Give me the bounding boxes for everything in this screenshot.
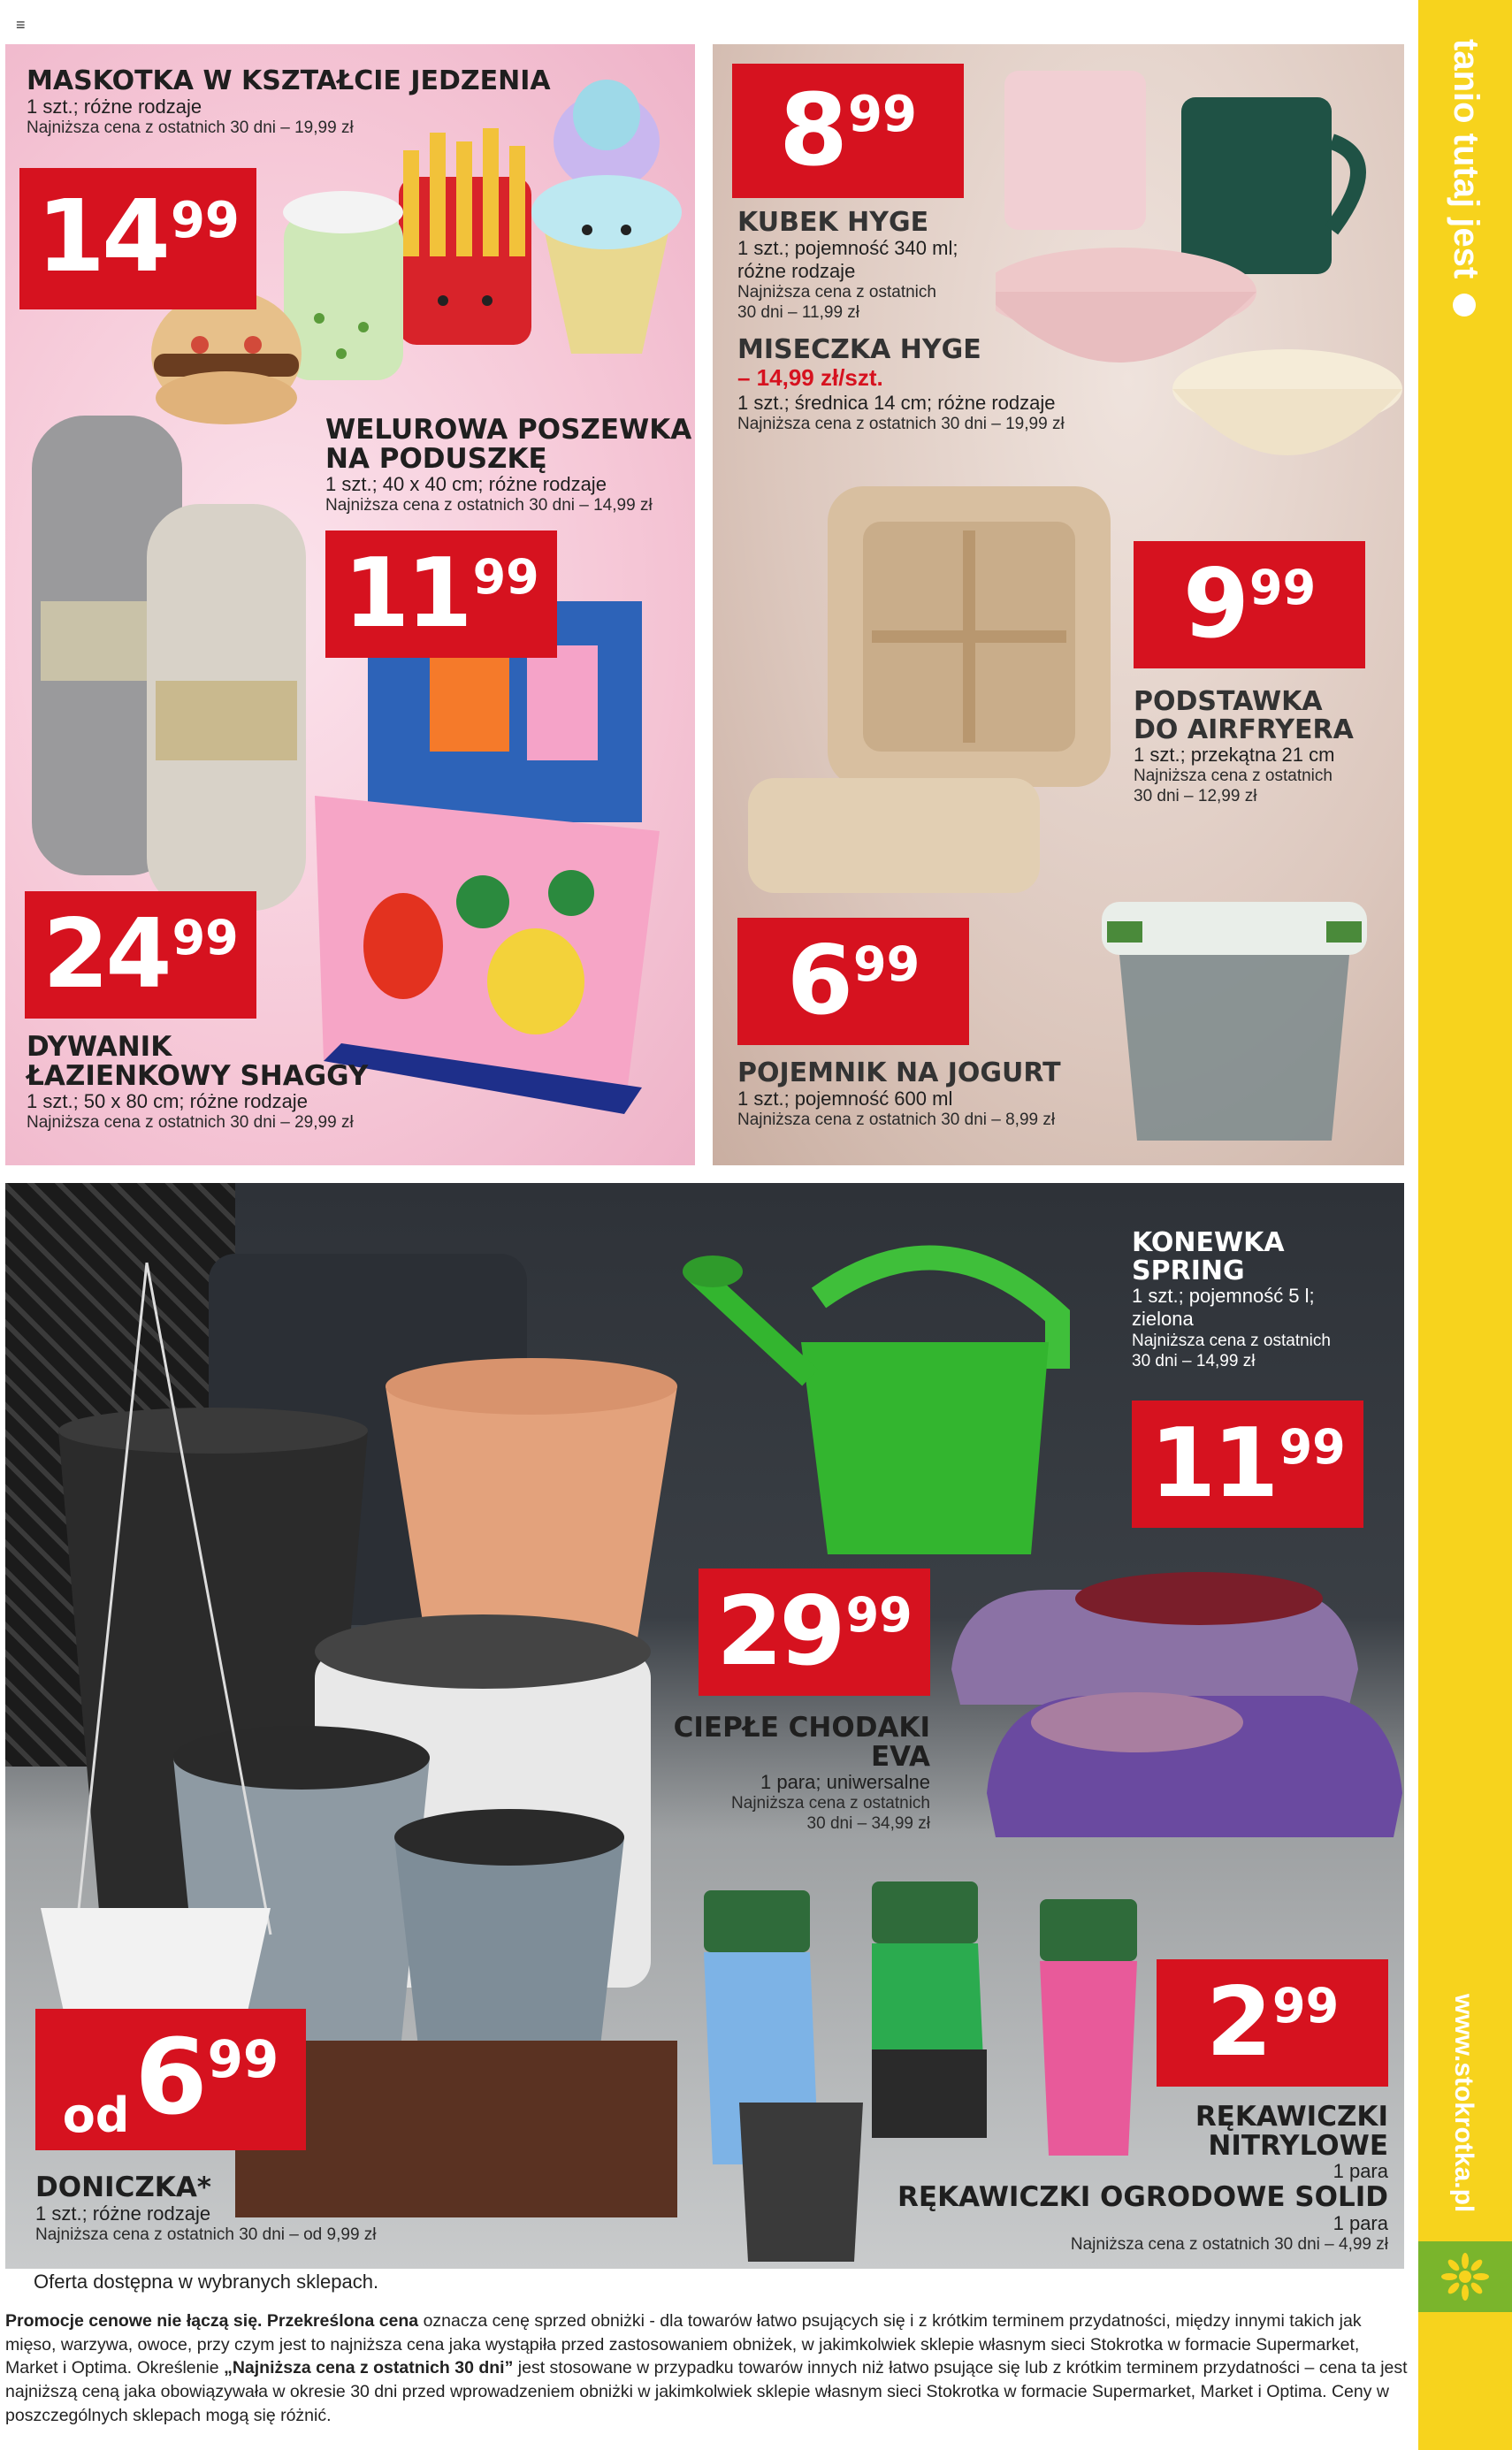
kubek-lowest-2: 30 dni – 11,99 zł (737, 303, 860, 323)
podstawka-desc: 1 szt.; przekątna 21 cm (1134, 744, 1335, 766)
maskotka-lowest-price: Najniższa cena z ostatnich 30 dni – 19,99 zł (27, 118, 354, 137)
maskotka-price-tag (19, 168, 256, 309)
rekawiczki-title-1: RĘKAWICZKI (1195, 2101, 1388, 2133)
poszewka-desc: 1 szt.; 40 x 40 cm; różne rodzaje (325, 473, 607, 496)
price-decimal: 99 (848, 86, 917, 143)
price-decimal: 99 (1249, 560, 1317, 615)
konewka-desc-1: 1 szt.; pojemność 5 l; (1132, 1285, 1315, 1307)
flower-icon (1418, 2241, 1512, 2312)
price-integer: 6 (134, 2016, 204, 2138)
rekawiczki-title-2: NITRYLOWE (1208, 2129, 1388, 2162)
price-decimal: 99 (845, 1587, 913, 1643)
price-prefix: od (62, 2087, 130, 2143)
miseczka-lowest-price: Najniższa cena z ostatnich 30 dni – 19,99 zł (737, 414, 1065, 433)
dywanik-title-2: ŁAZIENKOWY SHAGGY (27, 1059, 369, 1092)
miseczka-price: – 14,99 zł/szt. (737, 363, 883, 391)
miseczka-title: MISECZKA HYGE (737, 334, 981, 365)
doniczka-lowest-price: Najniższa cena z ostatnich 30 dni – od 9,99 zł (35, 2225, 377, 2244)
podstawka-title-1: PODSTAWKA (1134, 686, 1323, 717)
footer-text-2: jest stosowane w przypadku towarów innych niż łatwo psujące się lub z krótkim terminem przydatności – cena ta jest najniższą ceną jaka obowiązywała w okresie 30 dni przed wprowadzeniem obniżki w jakimkolwiek sklepie własnym sieci Stokrotka w formacie Supermarket, Market i Optima. Ceny w poszczególnych sklepach mogą się różnić. (5, 2358, 1408, 2425)
podstawka-price-tag (1134, 541, 1365, 668)
price-decimal: 99 (1279, 1419, 1346, 1475)
footer-bold-1: Promocje cenowe nie łączą się. (5, 2311, 263, 2331)
chodaki-title-2: EVA (870, 1740, 930, 1773)
panel-kitchen (713, 44, 1404, 1165)
price-integer: 14 (36, 179, 167, 294)
poszewka-lowest-price: Najniższa cena z ostatnich 30 dni – 14,99 zł (325, 496, 653, 515)
legal-footer (5, 2309, 1411, 2428)
price-decimal: 99 (1272, 1978, 1340, 2034)
konewka-lowest-1: Najniższa cena z ostatnich (1132, 1331, 1331, 1350)
podstawka-lowest-2: 30 dni – 12,99 zł (1134, 787, 1257, 806)
footer-bold-2: Przekreślona cena (266, 2311, 419, 2331)
poszewka-price-tag (325, 530, 557, 658)
rekawiczki-title-3: RĘKAWICZKI OGRODOWE SOLID (897, 2181, 1388, 2214)
chodaki-title-1: CIEPŁE CHODAKI (673, 1712, 930, 1744)
price-integer: 9 (1182, 549, 1246, 660)
panel-garden (5, 1183, 1404, 2269)
panel-home-textiles (5, 44, 695, 1165)
availability-note: Oferta dostępna w wybranych sklepach. (34, 2271, 379, 2293)
footer-text-1: oznacza cenę sprzed obniżki - dla towarów łatwo psujących się i z krótkim terminem przydatności, między innymi takich jak mięso, warzywa, owoce, przy czym jest to najniższa cena jaka wystąpiła przed zastosowaniem obniżek, w jakimkolwiek sklepie własnym sieci Stokrotka w formacie Supermarket, Market i Optima. Określenie (5, 2311, 1362, 2378)
chodaki-lowest-2: 30 dni – 34,99 zł (806, 1814, 930, 1834)
konewka-price-tag (1132, 1401, 1363, 1528)
sidebar-slogan: tanio tutaj jest (1446, 39, 1485, 317)
rekawiczki-lowest-price: Najniższa cena z ostatnich 30 dni – 4,99 zł (1070, 2235, 1388, 2255)
poszewka-title-2: NA PODUSZKĘ (325, 442, 547, 475)
sidebar-website[interactable]: www.stokrotka.pl (1449, 1994, 1478, 2213)
price-decimal: 99 (472, 549, 539, 605)
price-integer: 11 (1149, 1408, 1276, 1519)
kubek-price-tag (732, 64, 964, 198)
menu-icon[interactable]: ≡ (16, 16, 26, 34)
kubek-lowest-1: Najniższa cena z ostatnich (737, 283, 936, 302)
podstawka-lowest-1: Najniższa cena z ostatnich (1134, 767, 1333, 786)
yogurt-container-image (1093, 875, 1385, 1165)
price-decimal: 99 (172, 910, 239, 965)
dywanik-title-1: DYWANIK (27, 1031, 172, 1063)
bath-mats-image (23, 416, 315, 911)
footer-bold-3: „Najniższa cena z ostatnich 30 dni” (224, 2358, 514, 2378)
price-decimal: 99 (170, 192, 240, 249)
doniczka-price-tag (35, 2009, 306, 2150)
dywanik-price-tag (25, 891, 256, 1019)
rekawiczki-desc-1: 1 para (1333, 2160, 1388, 2183)
dywanik-lowest-price: Najniższa cena z ostatnich 30 dni – 29,99 zł (27, 1113, 354, 1133)
clogs-image (934, 1537, 1404, 1873)
airfryer-liner-image (730, 477, 1137, 902)
pojemnik-price-tag (737, 918, 969, 1045)
chodaki-desc: 1 para; uniwersalne (760, 1771, 930, 1794)
poszewka-title-1: WELUROWA POSZEWKA (325, 414, 692, 446)
konewka-title-2: SPRING (1132, 1255, 1245, 1286)
dywanik-desc: 1 szt.; 50 x 80 cm; różne rodzaje (27, 1090, 308, 1113)
maskotka-desc: 1 szt.; różne rodzaje (27, 95, 202, 118)
kubek-desc-2: różne rodzaje (737, 259, 856, 282)
kubek-title: KUBEK HYGE (737, 207, 929, 238)
miseczka-desc: 1 szt.; średnica 14 cm; różne rodzaje (737, 391, 1056, 414)
chodaki-lowest-1: Najniższa cena z ostatnich (731, 1794, 930, 1813)
price-integer: 6 (786, 926, 850, 1036)
konewka-desc-2: zielona (1132, 1308, 1194, 1331)
price-integer: 2 (1205, 1967, 1269, 2078)
konewka-lowest-2: 30 dni – 14,99 zł (1132, 1351, 1256, 1370)
price-integer: 29 (716, 1576, 843, 1687)
price-integer: 8 (779, 73, 844, 188)
price-decimal: 99 (853, 936, 920, 992)
podstawka-title-2: DO AIRFRYERA (1134, 714, 1354, 745)
rekawiczki-price-tag (1157, 1959, 1388, 2087)
maskotka-title: MASKOTKA W KSZTAŁCIE JEDZENIA (27, 65, 551, 96)
price-integer: 24 (42, 899, 169, 1010)
price-decimal: 99 (207, 2029, 279, 2089)
brand-badge (1418, 2241, 1512, 2312)
kubek-desc-1: 1 szt.; pojemność 340 ml; (737, 236, 958, 259)
dot-icon (1453, 294, 1476, 317)
pojemnik-desc: 1 szt.; pojemność 600 ml (737, 1087, 953, 1110)
pojemnik-title: POJEMNIK NA JOGURT (737, 1057, 1061, 1088)
doniczka-title: DONICZKA* (35, 2171, 212, 2203)
konewka-title-1: KONEWKA (1132, 1227, 1285, 1258)
rekawiczki-desc-2: 1 para (1333, 2212, 1388, 2235)
pojemnik-lowest-price: Najniższa cena z ostatnich 30 dni – 8,99 zł (737, 1110, 1056, 1129)
mugs-bowls-image (996, 62, 1404, 522)
doniczka-desc: 1 szt.; różne rodzaje (35, 2202, 211, 2225)
price-integer: 11 (343, 538, 470, 649)
watering-can-image (677, 1218, 1119, 1590)
chodaki-price-tag (699, 1568, 930, 1696)
